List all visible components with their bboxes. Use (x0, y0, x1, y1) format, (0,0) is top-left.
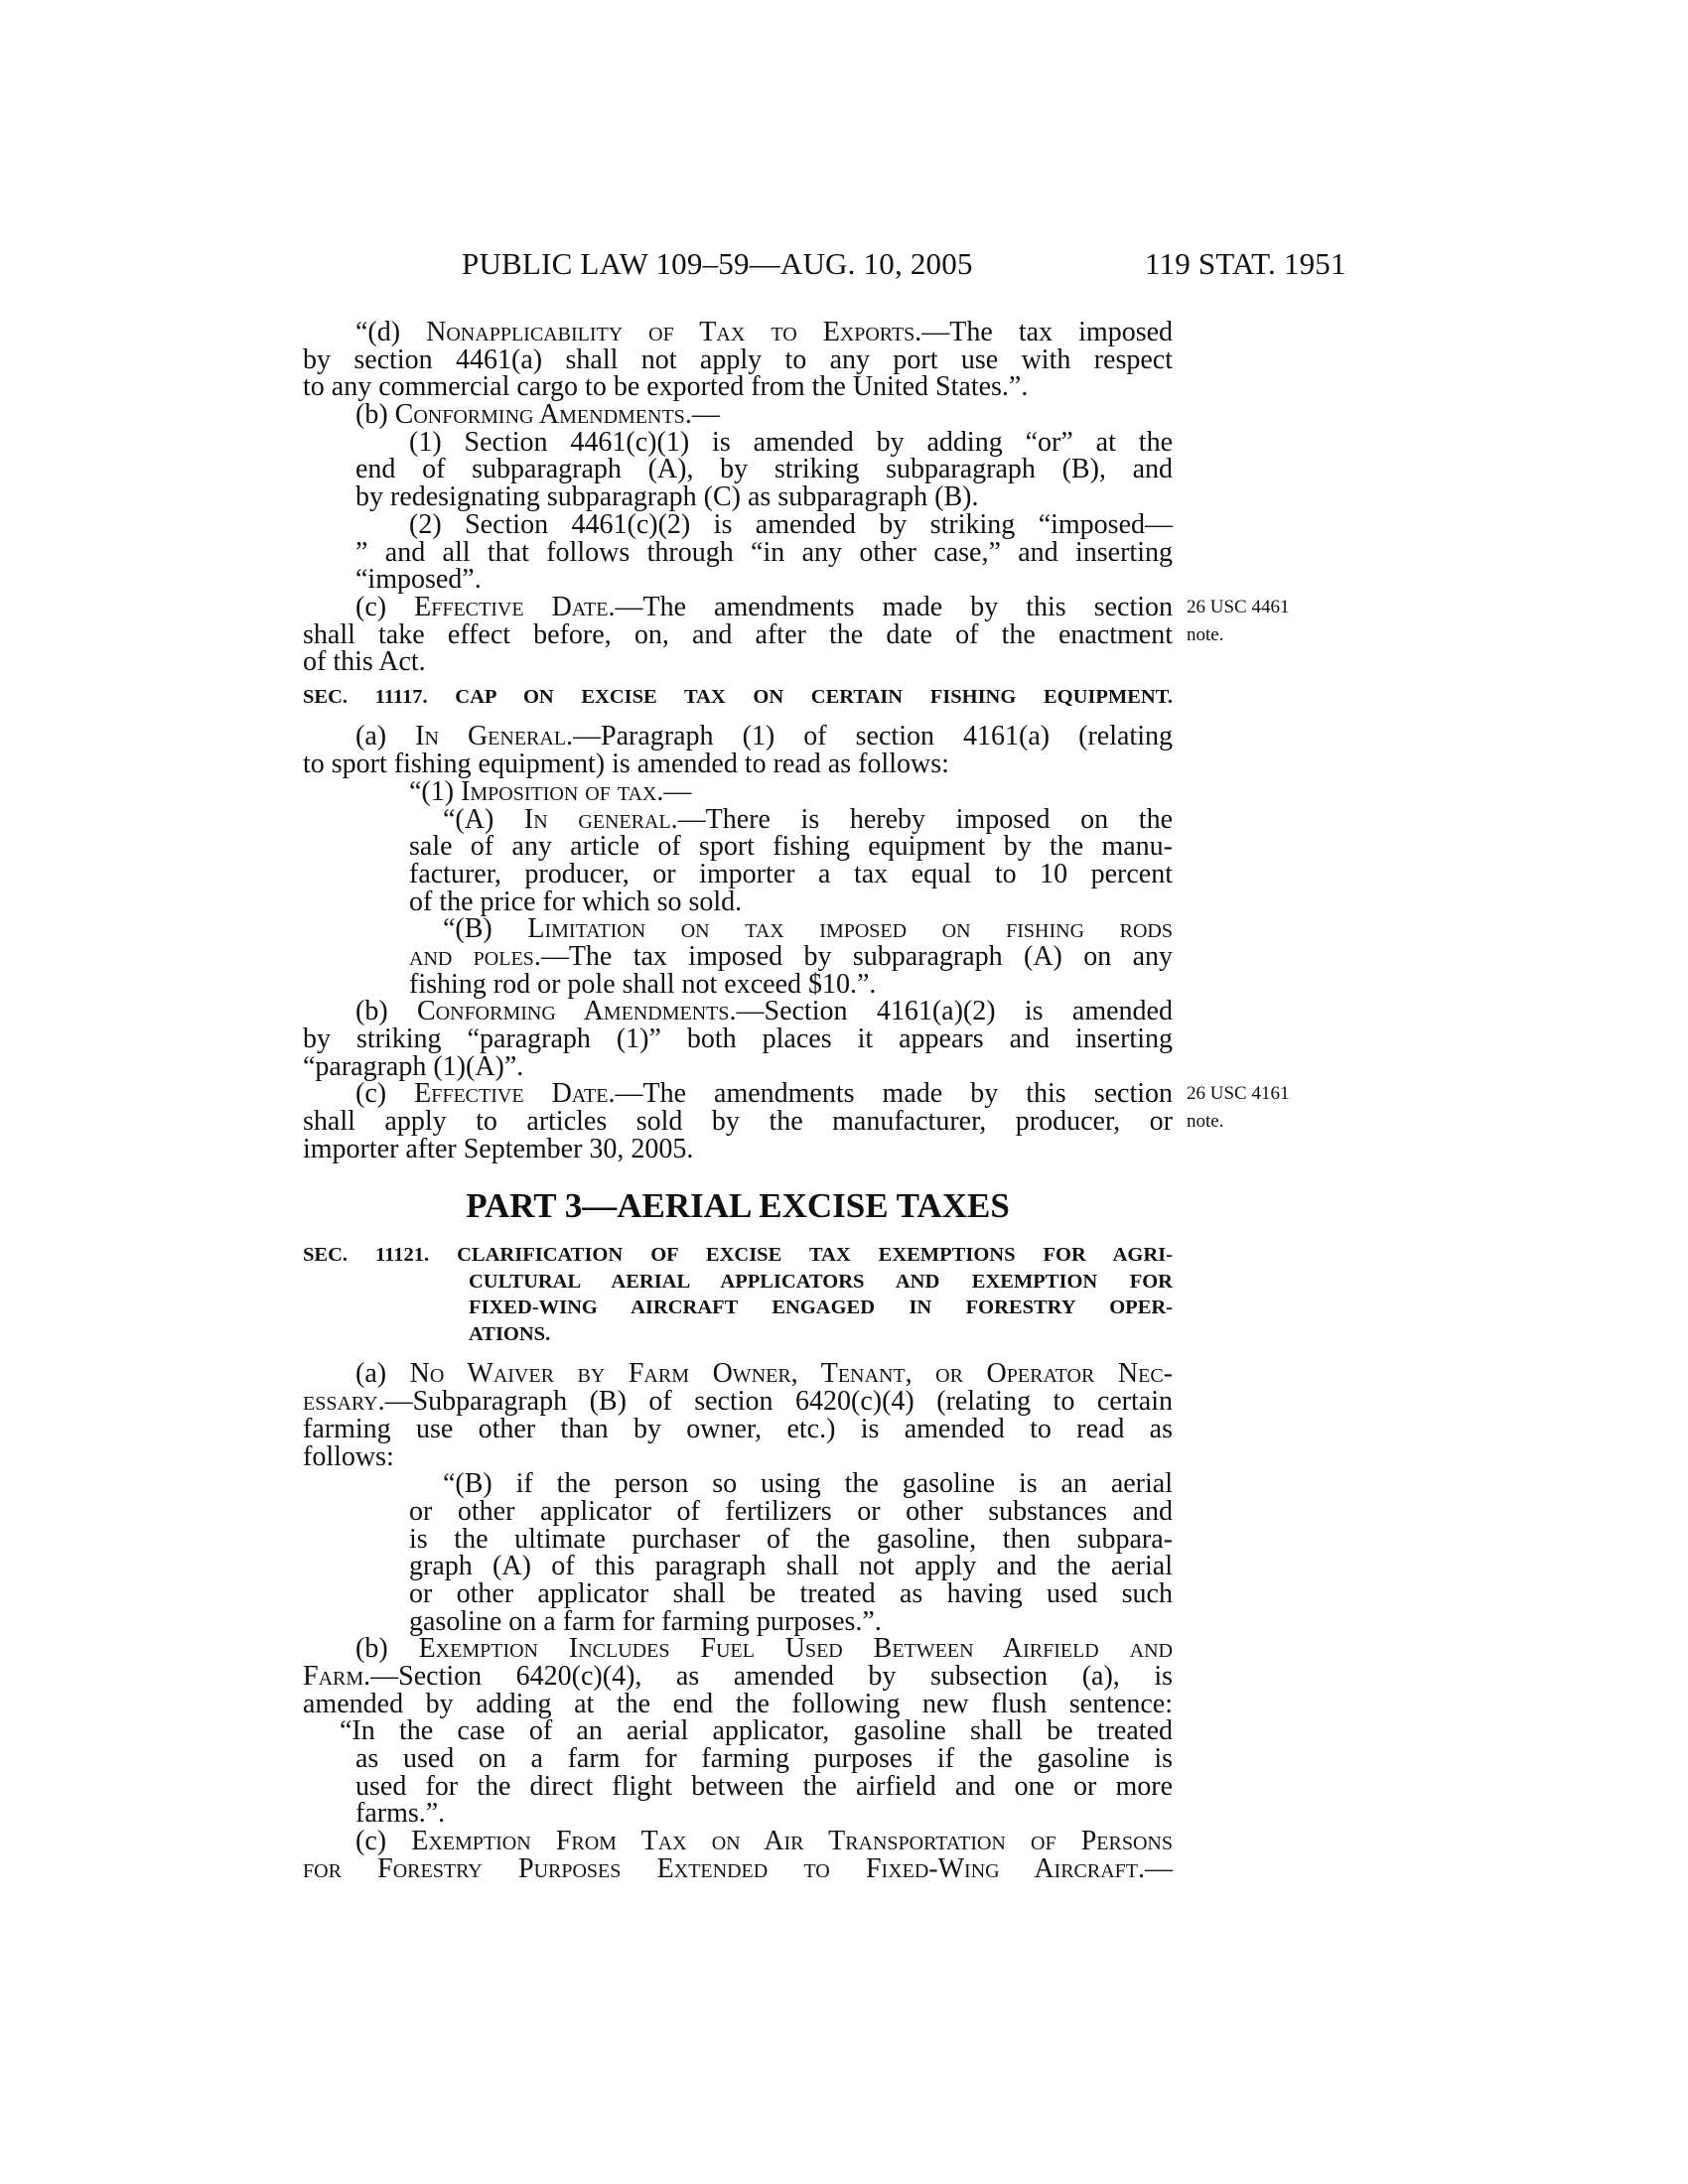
text-line (303, 1360, 1173, 1388)
text-line (303, 1470, 1173, 1498)
text-segment: SEC. 11121. CLARIFICATION OF EXCISE TAX EXEMPTIONS FOR AGRI- (303, 1244, 1173, 1267)
section-heading-11121 (303, 1295, 1173, 1321)
text-segment: (1) Section 4461(c)(1) is amended by adding “or” at the (409, 426, 1173, 458)
small-caps-heading: Nonapplicability of Tax to Exports (426, 317, 915, 347)
text-segment: (a) (355, 721, 416, 752)
text-segment: to any commercial cargo to be exported from the United States.”. (303, 371, 1029, 403)
text-segment: by section 4461(a) shall not apply to any port use with respect (303, 343, 1173, 375)
text-segment: ” and all that follows through “in any other case,” and inserting (355, 536, 1173, 568)
small-caps-heading: Limitation on tax imposed on fishing rods (527, 913, 1173, 945)
text-line (303, 373, 1173, 401)
text-line (303, 1050, 1173, 1082)
text-line (303, 1577, 1173, 1609)
text-segment: used for the direct flight between the airfield and one or more (355, 1770, 1173, 1802)
text-line (303, 1852, 1173, 1884)
text-line (303, 508, 1173, 540)
text-segment: “(A) (443, 803, 524, 835)
text-segment: .—Section 4161(a)(2) is amended (729, 996, 1173, 1027)
text-line (303, 648, 1173, 676)
text-segment: “(B) if the person so using the gasoline is an aerial (443, 1468, 1173, 1500)
text-segment: facturer, producer, or importer a tax equal to 10 percent (409, 858, 1173, 889)
text-segment: SEC. 11117. CAP ON EXCISE TAX ON CERTAIN FISHING EQUIPMENT. (303, 685, 1173, 708)
text-segment: gasoline on a farm for farming purposes.”. (409, 1605, 882, 1637)
small-caps-heading: Exemption From Tax on Air Transportation of Persons (411, 1826, 1173, 1857)
text-line (303, 1133, 1173, 1164)
section-heading-11121 (303, 1321, 1173, 1348)
text-line (303, 1025, 1173, 1053)
text-segment: to sport fishing equipment) is amended to read as follows: (303, 749, 949, 780)
text-line (303, 591, 1290, 622)
text-segment: .—Subparagraph (B) of section 6420(c)(4) (relating to certain (377, 1386, 1173, 1418)
text-line (303, 1717, 1173, 1745)
text-line (303, 723, 1173, 751)
small-caps-heading: for Forestry Purposes Extended to Fixed-Wing Aircraft (303, 1852, 1138, 1884)
document-body (303, 317, 1290, 1884)
text-line (303, 1688, 1173, 1719)
margin-note: 26 USC 4461 (1187, 596, 1290, 617)
text-segment: (2) Section 4461(c)(2) is amended by striking “imposed— (409, 508, 1173, 540)
text-segment: .—Section 6420(c)(4), as amended by subsection (a), is (363, 1661, 1173, 1692)
text-line (303, 1440, 1173, 1472)
text-segment: (c) (355, 1078, 415, 1110)
section-heading-11121 (303, 1269, 1173, 1296)
text-line (303, 1106, 1224, 1138)
text-segment: of this Act. (303, 646, 426, 678)
small-caps-heading: Effective Date (414, 1078, 609, 1110)
text-line (303, 1523, 1173, 1555)
running-header-title: PUBLIC LAW 109–59—AUG. 10, 2005 (462, 246, 973, 281)
text-segment: .—Paragraph (1) of section 4161(a) (relating (566, 721, 1173, 752)
text-line (303, 1495, 1173, 1527)
text-line (303, 618, 1224, 650)
small-caps-heading: Farm (303, 1661, 364, 1692)
text-line (303, 1828, 1173, 1855)
text-segment: farms.”. (355, 1798, 446, 1830)
text-line (303, 751, 1173, 778)
text-line (303, 940, 1174, 972)
text-line (303, 888, 1173, 916)
text-line (303, 456, 1173, 483)
text-line (303, 915, 1173, 943)
text-line (303, 1078, 1290, 1110)
text-line (303, 968, 1173, 1000)
small-caps-heading: In general (523, 803, 671, 835)
text-segment: by redesignating subparagraph (C) as subparagraph (B). (355, 481, 979, 513)
text-segment: fishing rod or pole shall not exceed $10.”. (409, 968, 877, 1000)
text-line (303, 1770, 1173, 1802)
text-segment: .—The tax imposed by subparagraph (A) on any (533, 940, 1174, 972)
text-segment: .— (1138, 1852, 1173, 1884)
small-caps-heading: Conforming Amendments (394, 399, 685, 431)
small-caps-heading: Conforming Amendments (417, 996, 730, 1027)
text-segment: (c) (355, 591, 415, 622)
text-segment: PART 3—AERIAL EXCISE TAXES (466, 1186, 1010, 1226)
small-caps-heading: In General (415, 721, 567, 752)
text-line (303, 536, 1173, 568)
text-segment: importer after September 30, 2005. (303, 1133, 694, 1164)
text-segment: .—There is hereby imposed on the (670, 803, 1173, 835)
text-segment: is the ultimate purchaser of the gasoline, then subpara- (409, 1523, 1173, 1555)
text-segment: (c) (355, 1826, 412, 1857)
part-heading (303, 1186, 1173, 1226)
text-line (303, 1605, 1173, 1637)
text-segment: .— (656, 775, 692, 807)
text-segment: “(1) (409, 775, 462, 807)
text-line (303, 401, 1173, 429)
text-line (303, 426, 1173, 458)
text-line (303, 858, 1173, 889)
text-segment: ATIONS. (469, 1322, 551, 1345)
text-segment: “paragraph (1)(A)”. (303, 1050, 524, 1082)
text-line (303, 319, 1173, 346)
text-line (303, 566, 1173, 594)
text-segment: (b) (355, 399, 395, 431)
small-caps-heading: and poles (409, 940, 534, 972)
text-line (303, 833, 1173, 861)
text-line (303, 1745, 1173, 1773)
small-caps-heading: Effective Date (414, 591, 609, 622)
text-segment: .— (684, 399, 720, 431)
small-caps-heading: essary (303, 1386, 378, 1418)
text-segment: shall apply to articles sold by the manufacturer, producer, or (303, 1106, 1173, 1138)
text-segment: sale of any article of sport fishing equipment by the manu- (409, 831, 1173, 863)
text-line (303, 1553, 1173, 1580)
statute-page-number: 119 STAT. 1951 (1145, 246, 1346, 281)
text-segment: (a) (355, 1358, 410, 1390)
text-segment: follows: (303, 1440, 394, 1472)
text-line (303, 803, 1173, 835)
text-segment: FIXED-WING AIRCRAFT ENGAGED IN FORESTRY OPER- (469, 1297, 1173, 1319)
text-segment: (b) (355, 996, 417, 1027)
text-line (303, 1388, 1173, 1416)
margin-note: note. (1187, 1111, 1224, 1133)
text-segment: .—The amendments made by this section (608, 1078, 1174, 1110)
text-segment: .—The amendments made by this section (608, 591, 1174, 622)
small-caps-heading: Exemption Includes Fuel Used Between Airfield and (418, 1633, 1173, 1665)
text-segment: farming use other than by owner, etc.) is amended to read as (303, 1413, 1173, 1444)
text-segment: “(d) (355, 317, 427, 347)
text-segment: amended by adding at the end the following new flush sentence: (303, 1688, 1173, 1719)
small-caps-heading: Imposition of tax (461, 775, 657, 807)
text-segment: shall take effect before, on, and after the date of the enactment (303, 618, 1173, 650)
text-segment: CULTURAL AERIAL APPLICATORS AND EXEMPTION FOR (469, 1270, 1173, 1293)
text-segment: as used on a farm for farming purposes if the gasoline is (355, 1743, 1173, 1775)
text-segment: of the price for which so sold. (409, 886, 743, 917)
text-segment: or other applicator of fertilizers or other substances and (409, 1495, 1173, 1527)
text-segment: “(B) (443, 913, 528, 945)
text-line (303, 1663, 1173, 1691)
text-line (303, 1413, 1173, 1444)
section-heading-11121 (303, 1242, 1173, 1269)
text-segment: “imposed”. (355, 564, 482, 596)
margin-note: 26 USC 4161 (1187, 1083, 1290, 1105)
text-segment: end of subparagraph (A), by striking subparagraph (B), and (355, 454, 1173, 485)
text-segment: or other applicator shall be treated as having used such (409, 1577, 1173, 1609)
text-line (303, 775, 1173, 807)
margin-note: note. (1187, 623, 1224, 645)
text-segment: “In the case of an aerial applicator, gasoline shall be treated (340, 1715, 1173, 1747)
text-segment: .—The tax imposed (914, 317, 1174, 347)
section-heading-11117 (303, 684, 1173, 711)
small-caps-heading: No Waiver by Farm Owner, Tenant, or Operator Nec- (409, 1358, 1173, 1390)
text-segment: graph (A) of this paragraph shall not apply and the aerial (409, 1551, 1173, 1582)
text-line (303, 343, 1173, 375)
text-line (303, 998, 1173, 1025)
text-line (303, 1635, 1173, 1663)
text-segment: (b) (355, 1633, 419, 1665)
text-line (303, 483, 1173, 511)
text-line (303, 1800, 1173, 1828)
text-segment: by striking “paragraph (1)” both places it appears and inserting (303, 1024, 1173, 1054)
